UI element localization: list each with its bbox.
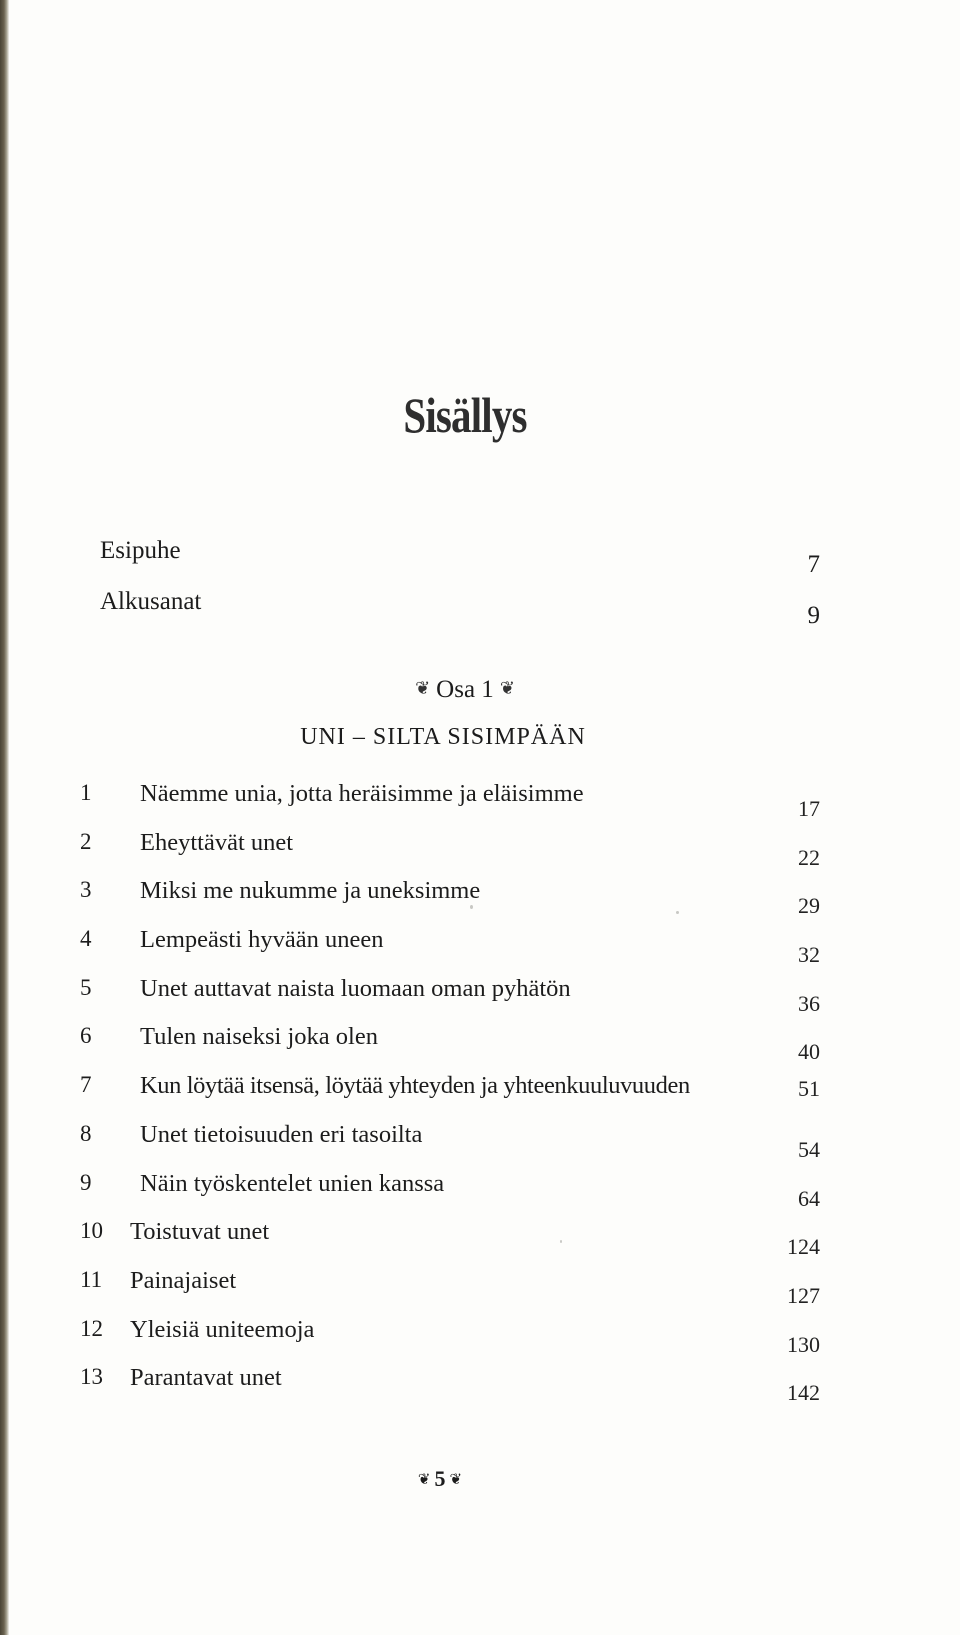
chapter-title: Parantavat unet [130,1364,282,1392]
chapter-row[interactable] [80,975,820,1024]
chapter-title: Kun löytää itsensä, löytää yhteyden ja yhteenkuuluvuuden [140,1072,690,1100]
part-heading [0,676,930,704]
chapter-row[interactable] [80,1072,820,1121]
page-footer [0,1466,880,1492]
chapter-row[interactable] [80,1364,820,1413]
chapter-row[interactable] [80,926,820,975]
chapter-page: 124 [787,1234,820,1260]
chapter-title: Painajaiset [130,1266,237,1294]
chapter-title: Unet auttavat naista luomaan oman pyhätön [140,974,571,1002]
fleuron-ornament-icon: ❦ [417,1472,431,1488]
front-matter-label: Esipuhe [100,537,181,564]
chapter-number: 6 [80,1023,92,1049]
chapter-number: 3 [80,877,92,903]
chapter-number: 13 [80,1364,103,1390]
chapter-number: 10 [80,1218,103,1244]
page-title: Sisällys [403,386,527,443]
chapter-number: 4 [80,926,92,952]
front-matter-item[interactable] [100,588,820,638]
chapter-title: Näin työskentelet unien kanssa [140,1169,445,1197]
chapter-row[interactable] [80,780,820,829]
footer-page-number: 5 [434,1466,446,1491]
chapter-number: 9 [80,1169,92,1195]
chapter-number: 8 [80,1120,92,1146]
part-subtitle: UNI – SILTA SISIMPÄÄN [300,724,586,750]
chapter-page: 127 [787,1282,820,1308]
chapter-row[interactable] [80,829,820,878]
chapter-page: 36 [798,990,820,1016]
chapter-row[interactable] [80,1218,820,1267]
chapter-number: 1 [80,780,92,805]
front-matter-page: 7 [807,551,820,578]
chapter-page: 22 [798,844,820,870]
chapter-number: 12 [80,1315,103,1341]
chapter-title: Miksi me nukumme ja uneksimme [140,877,481,905]
chapter-title: Yleisiä uniteemoja [130,1315,315,1343]
front-matter-page: 9 [807,602,820,629]
chapter-page: 64 [798,1185,820,1211]
chapter-number: 11 [80,1266,103,1292]
fleuron-ornament-icon: ❦ [499,678,515,698]
chapter-page: 54 [798,1136,820,1162]
chapter-title: Tulen naiseksi joka olen [140,1023,378,1051]
chapter-number: 7 [80,1072,92,1098]
chapter-row[interactable] [80,1023,820,1072]
front-matter-item[interactable] [100,537,820,587]
book-spine-shadow [0,0,9,1635]
chapter-title: Eheyttävät unet [140,828,294,856]
chapter-row[interactable] [80,1267,820,1316]
chapter-page: 142 [787,1380,820,1406]
front-matter-label: Alkusanat [100,588,202,615]
chapter-list [80,780,820,1413]
fleuron-ornament-icon: ❦ [449,1472,463,1488]
chapter-title: Lempeästi hyvään uneen [140,926,384,954]
chapter-page: 51 [798,1076,820,1102]
chapter-row[interactable] [80,1170,820,1219]
chapter-number: 2 [80,828,92,854]
fleuron-ornament-icon: ❦ [415,678,431,698]
chapter-row[interactable] [80,1316,820,1365]
chapter-title: Unet tietoisuuden eri tasoilta [140,1120,423,1148]
chapter-row[interactable] [80,1121,820,1170]
chapter-page: 17 [798,796,820,821]
chapter-number: 5 [80,974,92,1000]
chapter-page: 29 [798,893,820,919]
part-label: Osa 1 [436,676,494,703]
chapter-title: Toistuvat unet [130,1218,270,1246]
chapter-row[interactable] [80,877,820,926]
chapter-title: Näemme unia, jotta heräisimme ja eläisimme [140,780,584,807]
chapter-page: 130 [787,1331,820,1357]
chapter-page: 40 [798,1039,820,1065]
chapter-page: 32 [798,942,820,968]
